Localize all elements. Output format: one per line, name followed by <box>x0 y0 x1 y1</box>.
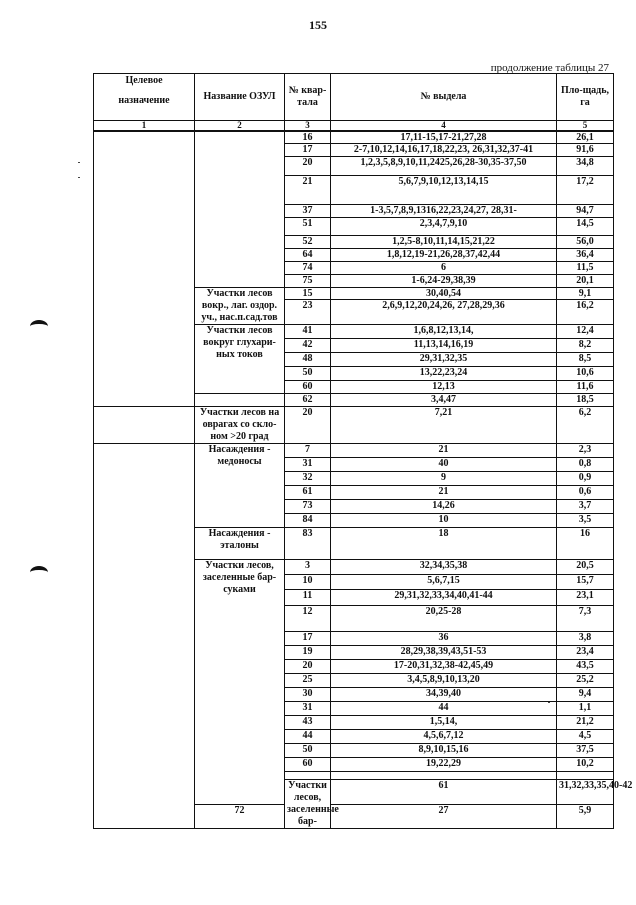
area-cell: 21,2 <box>557 716 614 730</box>
area-cell: 9,1 <box>557 288 614 300</box>
allotment-cell: 8,9,10,15,16 <box>331 744 557 758</box>
quarter-cell: 44 <box>285 730 331 744</box>
allotment-cell: 21 <box>331 486 557 500</box>
allotment-cell: 13,22,23,24 <box>331 367 557 381</box>
allotment-cell: 31,32,33,35,40-42 <box>557 780 614 805</box>
area-cell: 5,9 <box>557 805 614 829</box>
area-cell: 10,6 <box>557 367 614 381</box>
quarter-cell: 32 <box>285 472 331 486</box>
allotment-cell: 14,26 <box>331 500 557 514</box>
forest-areas-table <box>93 73 633 829</box>
allotment-cell: 1,6,8,12,13,14, <box>331 325 557 339</box>
quarter-cell: 84 <box>285 514 331 528</box>
area-cell: 23,1 <box>557 590 614 606</box>
quarter-cell: 7 <box>285 444 331 458</box>
quarter-cell: 25 <box>285 674 331 688</box>
area-cell: 0,8 <box>557 458 614 472</box>
allotment-cell: 4,5,6,7,12 <box>331 730 557 744</box>
quarter-cell: 73 <box>285 500 331 514</box>
quarter-cell: 31 <box>285 458 331 472</box>
header-area: Пло-щадь, га <box>557 74 614 121</box>
header-purpose <box>94 74 195 121</box>
area-cell: 0,6 <box>557 486 614 500</box>
quarter-cell: 15 <box>285 288 331 300</box>
allotment-cell: 29,31,32,35 <box>331 353 557 367</box>
area-cell: 91,6 <box>557 144 614 157</box>
ozul-name-cell: Участки лесов вокруг глухари-ных токов <box>195 325 285 394</box>
allotment-cell: 18 <box>331 528 557 560</box>
area-cell: 12,4 <box>557 325 614 339</box>
header-ozul-name: Название ОЗУЛ <box>195 74 285 121</box>
quarter-cell: 83 <box>285 528 331 560</box>
purpose-cell <box>94 131 195 407</box>
area-cell: 18,5 <box>557 394 614 407</box>
allotment-cell: 34,39,40 <box>331 688 557 702</box>
allotment-cell: 1,2,5-8,10,11,14,15,21,22 <box>331 236 557 249</box>
quarter-cell: 43 <box>285 716 331 730</box>
allotment-cell: 1-3,5,7,8,9,1316,22,23,24,27, 28,31- <box>331 205 557 218</box>
area-cell <box>557 620 614 632</box>
quarter-cell <box>285 772 331 780</box>
area-cell: 11,6 <box>557 381 614 394</box>
allotment-cell: 28,29,38,39,43,51-53 <box>331 646 557 660</box>
allotment-cell: 20,25-28 <box>331 606 557 620</box>
table-header-row <box>94 74 614 121</box>
allotment-cell: 1,2,3,5,8,9,10,11,2425,26,28-30,35-37,50 <box>331 157 557 176</box>
allotment-cell: 21 <box>331 444 557 458</box>
quarter-cell: 60 <box>285 758 331 772</box>
column-number: 1 <box>94 121 195 132</box>
area-cell: 20,1 <box>557 275 614 288</box>
quarter-cell: 61 <box>285 486 331 500</box>
scan-speck <box>78 162 80 163</box>
quarter-cell: 37 <box>285 205 331 218</box>
quarter-cell: 17 <box>285 144 331 157</box>
area-cell: 20,5 <box>557 560 614 575</box>
allotment-cell: 10 <box>331 514 557 528</box>
area-cell: 9,4 <box>557 688 614 702</box>
allotment-cell: 44 <box>331 702 557 716</box>
area-cell: 16 <box>557 528 614 560</box>
allotment-cell: 12,13 <box>331 381 557 394</box>
quarter-cell: 74 <box>285 262 331 275</box>
quarter-cell: 16 <box>285 131 331 144</box>
quarter-cell: 41 <box>285 325 331 339</box>
area-cell: 3,8 <box>557 632 614 646</box>
area-cell: 6,2 <box>557 407 614 444</box>
area-cell: 0,9 <box>557 472 614 486</box>
quarter-cell: 20 <box>285 407 331 444</box>
allotment-cell: 29,31,32,33,34,40,41-44 <box>331 590 557 606</box>
quarter-cell: 72 <box>195 805 285 829</box>
area-cell: 14,5 <box>557 218 614 236</box>
quarter-cell: 3 <box>285 560 331 575</box>
allotment-cell: 32,34,35,38 <box>331 560 557 575</box>
area-cell: 16,2 <box>557 300 614 325</box>
scan-speck <box>548 702 550 703</box>
allotment-cell: 1-6,24-29,38,39 <box>331 275 557 288</box>
column-number-row <box>94 121 614 132</box>
allotment-cell: 6 <box>331 262 557 275</box>
binder-hole-mark <box>30 566 48 579</box>
area-cell: 34,8 <box>557 157 614 176</box>
allotment-cell: 17-20,31,32,38-42,45,49 <box>331 660 557 674</box>
quarter-cell: 52 <box>285 236 331 249</box>
quarter-cell: 75 <box>285 275 331 288</box>
quarter-cell: 62 <box>285 394 331 407</box>
quarter-cell: 20 <box>285 660 331 674</box>
quarter-cell: 50 <box>285 744 331 758</box>
quarter-cell: 30 <box>285 688 331 702</box>
area-cell: 94,7 <box>557 205 614 218</box>
ozul-name-cell: Участки лесов вокр., лаг. оздор. уч., нас.п.сад.тов <box>195 288 285 325</box>
area-cell: 3,5 <box>557 514 614 528</box>
area-cell: 3,7 <box>557 500 614 514</box>
purpose-cell <box>94 444 195 829</box>
allotment-cell: 5,6,7,15 <box>331 575 557 590</box>
scan-speck <box>78 177 80 178</box>
column-number: 4 <box>331 121 557 132</box>
column-number: 2 <box>195 121 285 132</box>
quarter-cell: 12 <box>285 606 331 620</box>
quarter-cell: 19 <box>285 646 331 660</box>
column-number: 5 <box>557 121 614 132</box>
quarter-cell: 21 <box>285 176 331 205</box>
table-row <box>94 131 614 144</box>
quarter-cell: 61 <box>331 780 557 805</box>
allotment-cell <box>331 620 557 632</box>
table-row <box>94 444 614 458</box>
ozul-name-cell: Насаждения - медоносы <box>195 444 285 528</box>
area-cell: 2,3 <box>557 444 614 458</box>
allotment-cell: 40 <box>331 458 557 472</box>
allotment-cell: 2-7,10,12,14,16,17,18,22,23, 26,31,32,37-41 <box>331 144 557 157</box>
header-allotment: № выдела <box>331 74 557 121</box>
ozul-name-cell: Участки лесов, заселенные бар-суками <box>195 560 285 805</box>
area-cell: 17,2 <box>557 176 614 205</box>
area-cell: 7,3 <box>557 606 614 620</box>
allotment-cell: 36 <box>331 632 557 646</box>
area-cell: 26,1 <box>557 131 614 144</box>
quarter-cell: 31 <box>285 702 331 716</box>
area-cell: 11,5 <box>557 262 614 275</box>
area-cell <box>557 772 614 780</box>
purpose-cell <box>94 407 195 444</box>
table-row <box>94 407 614 444</box>
quarter-cell: 48 <box>285 353 331 367</box>
allotment-cell: 11,13,14,16,19 <box>331 339 557 353</box>
allotment-cell: 3,4,47 <box>331 394 557 407</box>
area-cell: 36,4 <box>557 249 614 262</box>
table-continuation-label: продолжение таблицы 27 <box>490 62 609 74</box>
area-cell: 1,1 <box>557 702 614 716</box>
quarter-cell: 10 <box>285 575 331 590</box>
area-cell: 37,5 <box>557 744 614 758</box>
area-cell: 8,5 <box>557 353 614 367</box>
quarter-cell: 42 <box>285 339 331 353</box>
quarter-cell: 20 <box>285 157 331 176</box>
quarter-cell: 23 <box>285 300 331 325</box>
area-cell: 4,5 <box>557 730 614 744</box>
ozul-name-cell: Насаждения - эталоны <box>195 528 285 560</box>
quarter-cell: 17 <box>285 632 331 646</box>
quarter-cell <box>285 620 331 632</box>
area-cell: 23,4 <box>557 646 614 660</box>
allotment-cell <box>331 772 557 780</box>
quarter-cell: 60 <box>285 381 331 394</box>
column-number: 3 <box>285 121 331 132</box>
area-cell: 25,2 <box>557 674 614 688</box>
area-cell: 43,5 <box>557 660 614 674</box>
ozul-name-cell: Участки лесов на оврагах со скло-ном >20 град <box>195 407 285 444</box>
area-cell: 8,2 <box>557 339 614 353</box>
ozul-name-cell <box>195 394 285 407</box>
area-cell: 56,0 <box>557 236 614 249</box>
quarter-cell: 50 <box>285 367 331 381</box>
allotment-cell: 3,4,5,8,9,10,13,20 <box>331 674 557 688</box>
area-cell: 10,2 <box>557 758 614 772</box>
allotment-cell: 1,5,14, <box>331 716 557 730</box>
allotment-cell: 27 <box>331 805 557 829</box>
header-purpose-line2: назначение <box>118 95 170 106</box>
allotment-cell: 9 <box>331 472 557 486</box>
allotment-cell: 5,6,7,9,10,12,13,14,15 <box>331 176 557 205</box>
allotment-cell: 2,6,9,12,20,24,26, 27,28,29,36 <box>331 300 557 325</box>
quarter-cell: 11 <box>285 590 331 606</box>
allotment-cell: 7,21 <box>331 407 557 444</box>
allotment-cell: 17,11-15,17-21,27,28 <box>331 131 557 144</box>
header-quarter: № квар-тала <box>285 74 331 121</box>
quarter-cell: 51 <box>285 218 331 236</box>
allotment-cell: 1,8,12,19-21,26,28,37,42,44 <box>331 249 557 262</box>
allotment-cell: 2,3,4,7,9,10 <box>331 218 557 236</box>
area-cell: 15,7 <box>557 575 614 590</box>
quarter-cell: 64 <box>285 249 331 262</box>
allotment-cell: 30,40,54 <box>331 288 557 300</box>
allotment-cell: 19,22,29 <box>331 758 557 772</box>
page-number: 155 <box>309 18 327 32</box>
ozul-name-cell: Участки лесов, заселенные бар- <box>285 780 331 829</box>
ozul-name-cell <box>195 131 285 288</box>
header-purpose-line1: Целевое <box>125 75 163 86</box>
binder-hole-mark <box>30 320 48 333</box>
